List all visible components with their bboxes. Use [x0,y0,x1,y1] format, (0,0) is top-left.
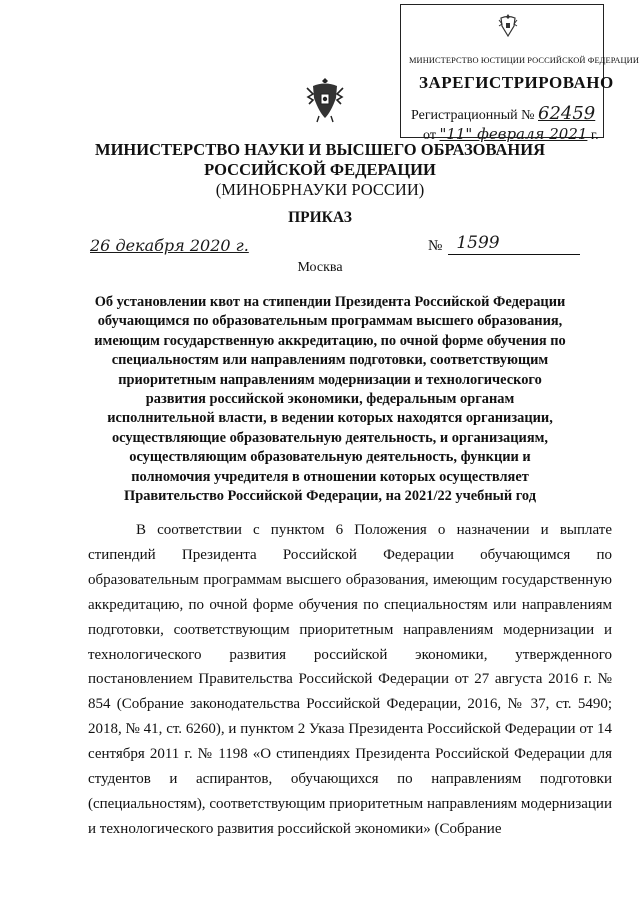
double-headed-eagle-icon [305,78,345,124]
stamp-reg-label: Регистрационный № [411,108,535,123]
stamp-date-suffix: г. [590,128,599,143]
stamp-ministry: МИНИСТЕРСТВО ЮСТИЦИИ РОССИЙСКОЙ ФЕДЕРАЦИИ [409,56,639,65]
order-heading: ПРИКАЗ [288,209,352,226]
order-number-hand: 1599 [456,233,500,253]
stamp-registered: ЗАРЕГИСТРИРОВАНО [419,73,614,92]
order-date-hand: 26 декабря 2020 г. [90,236,249,255]
stamp-reg-number-hand: 62459 [538,103,596,124]
order-number [428,233,580,255]
stamp-date-prefix: от [423,128,436,143]
order-city: Москва [297,260,343,275]
order-number-label: № [428,238,443,254]
ministry-short-name: (МИНОБРНАУКИ РОССИИ) [215,180,425,199]
order-title: Об установлении квот на стипендии Президента Российской Федерации обучающимся по образовательным программам высшего образования, имеющим государственную аккредитацию, по очной форме обучения по специальностям или направлениям подготовки, соответствующим приоритетным направлениям модернизации и технологического развития российской экономики, федеральным органам исполнительной власти, в ведении которых находятся организации, осуществляющие образовательную деятельность, и организациям, осуществляющим образовательную деятельность, функции и полномочия учредителя в отношении которых осуществляет Правительство Российской Федерации, на 2021/22 учебный год [94,294,566,505]
stamp-reg-number [411,103,595,124]
stamp-date-hand: "11" февраля 2021 [439,125,588,143]
coat-of-arms-icon [497,12,519,38]
ministry-name-line1: МИНИСТЕРСТВО НАУКИ И ВЫСШЕГО ОБРАЗОВАНИЯ [95,140,545,159]
order-body-paragraph: В соответствии с пунктом 6 Положения о назначении и выплате стипендий Президента Российской Федерации обучающимся по образовательным программам высшего образования, имеющим государственную аккредитацию, по очной форме обучения по специальностям или направлениям подготовки, соответствующим приоритетным направлениям модернизации и технологического развития российской экономики, утвержденного постановлением Правительства Российской Федерации от 27 августа 2016 г. № 854 (Собрание законодательства Российской Федерации, 2016, № 37, ст. 5490; 2018, № 41, ст. 6260), и пунктом 2 Указа Президента Российской Федерации от 14 сентября 2011 г. № 1198 «О стипендиях Президента Российской Федерации для студентов и аспирантов, обучающихся по направлениям подготовки (специальностям), соответствующим приоритетным направлениям модернизации и технологического развития российской экономики» (Собрание [88,522,612,837]
registration-stamp [400,4,639,143]
ministry-name-line2: РОССИЙСКОЙ ФЕДЕРАЦИИ [204,160,436,179]
